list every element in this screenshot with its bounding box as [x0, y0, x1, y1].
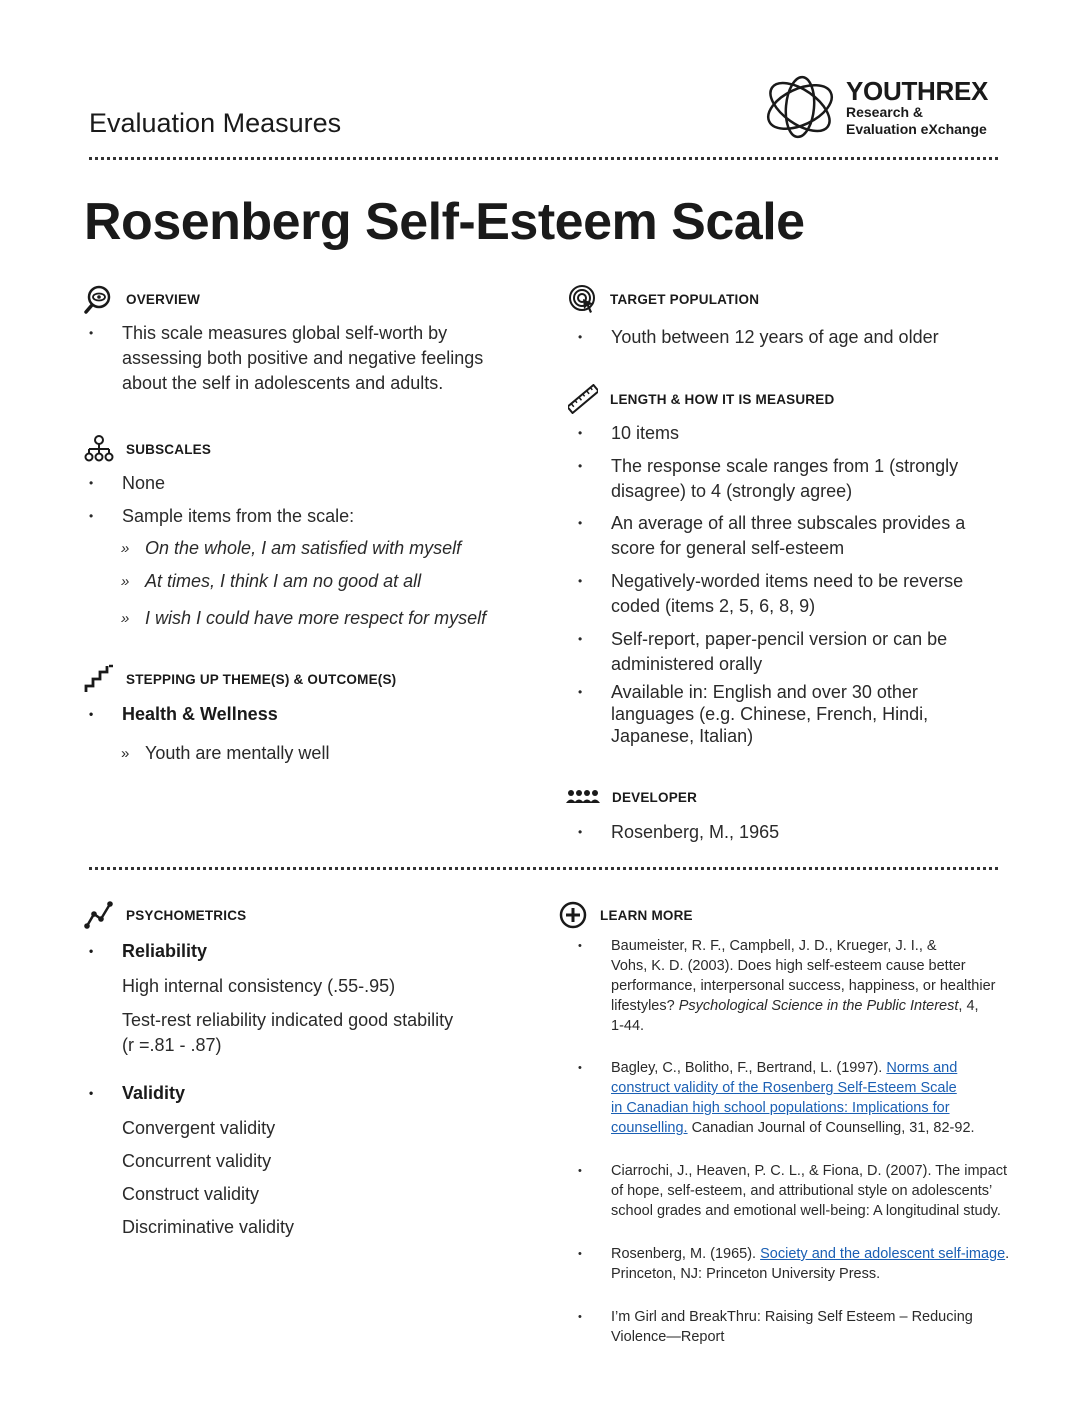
- item-text: score for general self-esteem: [611, 538, 845, 558]
- reference-item: [578, 936, 1011, 1036]
- ref-text: Bagley, C., Bolitho, F., Bertrand, L. (1997).: [611, 1060, 887, 1076]
- bullet: •: [89, 707, 94, 721]
- reference-link[interactable]: counselling.: [611, 1120, 688, 1136]
- developer-header: [566, 782, 697, 812]
- item-text: The response scale ranges from 1 (strongly: [611, 456, 959, 476]
- arrow: »: [121, 573, 130, 590]
- divider: [89, 867, 998, 870]
- reference-item: [578, 1161, 1011, 1221]
- item-text: 10 items: [611, 423, 680, 443]
- bullet: •: [578, 1311, 582, 1323]
- bullet: •: [578, 1248, 582, 1260]
- item-text: disagree) to 4 (strongly agree): [611, 481, 853, 501]
- arrow: »: [121, 610, 130, 627]
- bullet: •: [578, 825, 583, 839]
- bullet: •: [89, 326, 94, 340]
- ref-line: [611, 1058, 1011, 1078]
- item-text: An average of all three subscales provides a: [611, 513, 966, 533]
- item-text: (r =.81 - .87): [122, 1035, 222, 1055]
- ref-line: [611, 996, 1011, 1016]
- ref-line: Baumeister, R. F., Campbell, J. D., Krueger, J. I., &: [611, 938, 937, 954]
- item-text: Youth are mentally well: [145, 743, 330, 763]
- overview-title: OVERVIEW: [126, 291, 201, 307]
- list-item: [89, 471, 166, 496]
- bullet: •: [578, 516, 583, 530]
- item-text: languages (e.g. Chinese, French, Hindi,: [611, 704, 929, 724]
- ref-text: lifestyles?: [611, 998, 679, 1014]
- stairs-icon: [84, 664, 114, 694]
- bullet: •: [578, 1062, 582, 1074]
- target-icon: [568, 284, 598, 314]
- arrow: »: [121, 540, 130, 557]
- bullet: •: [89, 944, 94, 958]
- overview-line: about the self in adolescents and adults.: [122, 373, 444, 393]
- stepping-header: [84, 664, 396, 694]
- ref-line: I’m Girl and BreakThru: Raising Self Esteem – Reducing: [611, 1309, 973, 1325]
- item-text: None: [122, 473, 166, 493]
- list-item: [89, 702, 278, 727]
- trend-line-icon: [84, 900, 114, 930]
- eye-magnifier-icon: [84, 284, 114, 314]
- reference-item: [578, 1244, 1011, 1284]
- bullet: •: [578, 330, 583, 344]
- list-item: [578, 454, 959, 504]
- ref-line: school grades and emotional well-being: A longitudinal study.: [611, 1203, 1001, 1219]
- ref-text: Rosenberg, M. (1965).: [611, 1246, 761, 1262]
- list-item: [578, 325, 939, 350]
- orbit-logo-icon: [760, 70, 840, 145]
- youthrex-logo: [760, 70, 1005, 145]
- bullet: •: [89, 509, 94, 523]
- ref-text: .: [1005, 1246, 1010, 1262]
- divider: [89, 157, 998, 160]
- brand-sub-1: Research &: [846, 104, 924, 120]
- arrow: »: [121, 745, 130, 762]
- list-item: [89, 504, 355, 529]
- bullet: •: [89, 476, 94, 490]
- item-text: Reliability: [122, 941, 208, 961]
- ref-line: [611, 1244, 1011, 1264]
- reliability-text: High internal consistency (.55-.95): [122, 976, 396, 996]
- item-text: I wish I could have more respect for myself: [145, 608, 487, 628]
- bullet: •: [578, 685, 583, 699]
- item-text: On the whole, I am satisfied with myself: [145, 538, 462, 558]
- ref-line: of hope, self-esteem, and attributional style on adolescents’: [611, 1183, 993, 1199]
- list-item: [578, 681, 929, 747]
- item-text: Available in: English and over 30 other: [611, 682, 918, 702]
- bullet: •: [578, 1165, 582, 1177]
- page-title: Rosenberg Self-Esteem Scale: [84, 193, 805, 251]
- ref-line: [611, 1118, 1011, 1138]
- item-text: At times, I think I am no good at all: [145, 571, 422, 591]
- bullet: •: [578, 426, 583, 440]
- list-item: [578, 421, 680, 446]
- reliability-text: [122, 1008, 453, 1058]
- reference-link[interactable]: Society and the adolescent self-image: [760, 1246, 1006, 1262]
- org-chart-icon: [84, 434, 114, 464]
- item-text: Validity: [122, 1083, 186, 1103]
- ref-line: Ciarrochi, J., Heaven, P. C. L., & Fiona, D. (2007). The impact: [611, 1163, 1007, 1179]
- list-item: [89, 1081, 186, 1106]
- bullet: •: [578, 632, 583, 646]
- ref-line: Princeton, NJ: Princeton University Press.: [611, 1266, 881, 1282]
- target-header: [568, 284, 759, 314]
- item-text: Test-rest reliability indicated good stability: [122, 1010, 454, 1030]
- brand-sub-2: Evaluation eXchange: [846, 121, 987, 137]
- item-text: Sample items from the scale:: [122, 506, 355, 526]
- item-text: Self-report, paper-pencil version or can be: [611, 629, 948, 649]
- learn-header: [558, 900, 693, 930]
- ref-line: 1-44.: [611, 1018, 645, 1034]
- learn-title: LEARN MORE: [600, 907, 693, 923]
- overview-line: This scale measures global self-worth by: [122, 323, 448, 343]
- ref-line: [611, 1098, 1011, 1118]
- item-text: Japanese, Italian): [611, 726, 754, 746]
- sub-item: [121, 536, 462, 561]
- ref-line: [611, 1078, 1011, 1098]
- target-title: TARGET POPULATION: [610, 291, 760, 307]
- validity-text: Convergent validity: [122, 1118, 276, 1138]
- validity-text: Discriminative validity: [122, 1217, 295, 1237]
- item-text: Rosenberg, M., 1965: [611, 822, 780, 842]
- subscales-header: [84, 434, 211, 464]
- overview-text: [89, 321, 484, 396]
- reference-link[interactable]: in Canadian high school populations: Implications for: [611, 1100, 950, 1116]
- ruler-icon: [568, 384, 598, 414]
- item-text: Youth between 12 years of age and older: [611, 327, 939, 347]
- item-text: Negatively-worded items need to be reverse: [611, 571, 964, 591]
- psychometrics-header: [84, 900, 246, 930]
- bullet: •: [89, 1086, 94, 1100]
- ref-line: Violence—Report: [611, 1329, 725, 1345]
- section-label: Evaluation Measures: [89, 108, 342, 138]
- bullet: •: [578, 574, 583, 588]
- list-item: [578, 820, 780, 845]
- list-item: [578, 511, 966, 561]
- list-item: [578, 569, 964, 619]
- item-text: Health & Wellness: [122, 704, 278, 724]
- bullet: •: [578, 459, 583, 473]
- reference-item: [578, 1307, 1011, 1347]
- validity-text: Concurrent validity: [122, 1151, 272, 1171]
- validity-text: Construct validity: [122, 1184, 260, 1204]
- overview-line: assessing both positive and negative feelings: [122, 348, 484, 368]
- reference-link[interactable]: Norms and: [886, 1060, 958, 1076]
- sub-item: [121, 606, 487, 631]
- length-header: [568, 384, 834, 414]
- ref-text: Canadian Journal of Counselling, 31, 82-92.: [687, 1120, 975, 1136]
- list-item: [89, 939, 208, 964]
- sub-item: [121, 569, 422, 594]
- bullet: •: [578, 940, 582, 952]
- subscales-title: SUBSCALES: [126, 441, 212, 457]
- item-text: administered orally: [611, 654, 763, 674]
- plus-circle-icon: [558, 900, 588, 930]
- list-item: [578, 627, 948, 677]
- length-title: LENGTH & HOW IT IS MEASURED: [610, 391, 835, 407]
- journal-title: Psychological Science in the Public Interest: [678, 998, 959, 1014]
- reference-item: [578, 1058, 1011, 1138]
- overview-header: [84, 284, 200, 314]
- ref-line: Vohs, K. D. (2003). Does high self-esteem cause better: [611, 958, 966, 974]
- stepping-title: STEPPING UP THEME(S) & OUTCOME(S): [126, 671, 397, 687]
- developer-title: DEVELOPER: [612, 789, 698, 805]
- psychometrics-title: PSYCHOMETRICS: [126, 907, 247, 923]
- ref-text: , 4,: [958, 998, 979, 1014]
- reference-link[interactable]: construct validity of the Rosenberg Self-Esteem Scale: [611, 1080, 957, 1096]
- people-group-icon: [566, 782, 600, 812]
- sub-item: [121, 741, 330, 766]
- item-text: coded (items 2, 5, 6, 8, 9): [611, 596, 816, 616]
- ref-line: performance, interpersonal success, happiness, or healthier: [611, 978, 996, 994]
- brand-name: YOUTHREX: [846, 76, 989, 106]
